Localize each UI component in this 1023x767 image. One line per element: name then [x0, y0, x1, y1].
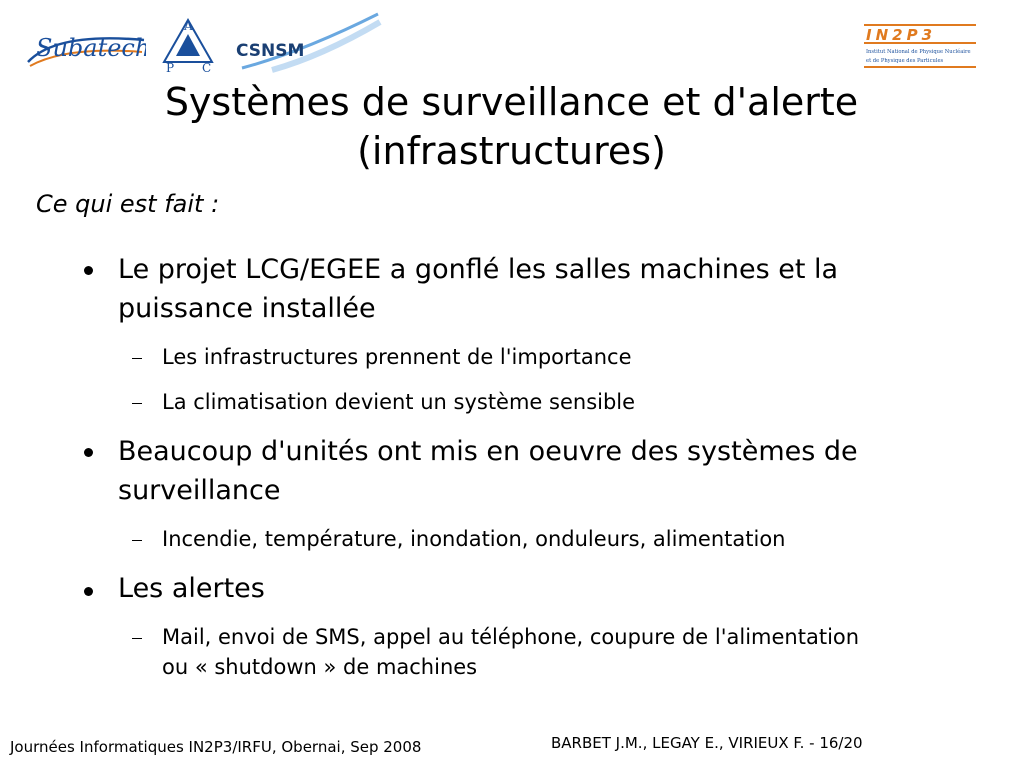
sub-bullet-1-2: La climatisation devient un système sensible — [162, 390, 636, 414]
bullet-1-line-1: Le projet LCG/EGEE a gonflé les salles machines et la — [118, 254, 839, 285]
apc-letter-c: C — [202, 61, 212, 74]
csnsm-logo-text: CSNSM — [236, 41, 305, 61]
sub-bullet-1-1: Les infrastructures prennent de l'importance — [162, 345, 632, 369]
sub-bullet-3-1 — [162, 622, 942, 682]
bullet-2-line-2: surveillance — [118, 475, 281, 506]
bullet-3-line-1: Les alertes — [118, 573, 265, 604]
sub-bullet-dash — [132, 358, 142, 359]
bullet-item-2 — [118, 432, 958, 510]
in2p3-logo-text: IN2P3 — [866, 26, 937, 44]
in2p3-subtext-1: Institut National de Physique Nucléaire — [866, 49, 971, 55]
in2p3-subtext-2: et de Physique des Particules — [866, 58, 944, 64]
bullet-dot — [84, 266, 93, 275]
footer-left: Journées Informatiques IN2P3/IRFU, Obernai, Sep 2008 — [10, 738, 422, 756]
slide-subtitle: Ce qui est fait : — [36, 190, 220, 218]
sub-bullet-dash — [132, 638, 142, 639]
sub-bullet-3-1-line-2: ou « shutdown » de machines — [162, 655, 478, 679]
slide-title-line-1: Systèmes de surveillance et d'alerte — [164, 80, 859, 124]
subatech-logo-text: Subatech — [36, 34, 146, 62]
sub-bullet-3-1-line-1: Mail, envoi de SMS, appel au téléphone, coupure de l'alimentation — [162, 625, 860, 649]
in2p3-logo — [862, 20, 978, 76]
bullet-1-line-2: puissance installée — [118, 293, 376, 324]
sub-bullet-dash — [132, 540, 142, 541]
bullet-2-line-1: Beaucoup d'unités ont mis en oeuvre des systèmes de — [118, 436, 858, 467]
bullet-dot — [84, 587, 93, 596]
bullet-dot — [84, 448, 93, 457]
bullet-item-1 — [118, 250, 958, 328]
apc-letter-a: A — [184, 19, 193, 33]
sub-bullet-2-1: Incendie, température, inondation, onduleurs, alimentation — [162, 527, 786, 551]
slide-title-line-2: (infrastructures) — [357, 129, 666, 173]
footer-right: BARBET J.M., LEGAY E., VIRIEUX F. - 16/20 — [551, 734, 863, 752]
apc-letter-p: P — [166, 61, 175, 74]
apc-logo — [160, 16, 216, 74]
subatech-logo — [26, 22, 146, 74]
csnsm-logo — [232, 12, 382, 74]
bullet-item-3 — [118, 569, 958, 608]
sub-bullet-dash — [132, 403, 142, 404]
slide-title — [0, 78, 1023, 176]
